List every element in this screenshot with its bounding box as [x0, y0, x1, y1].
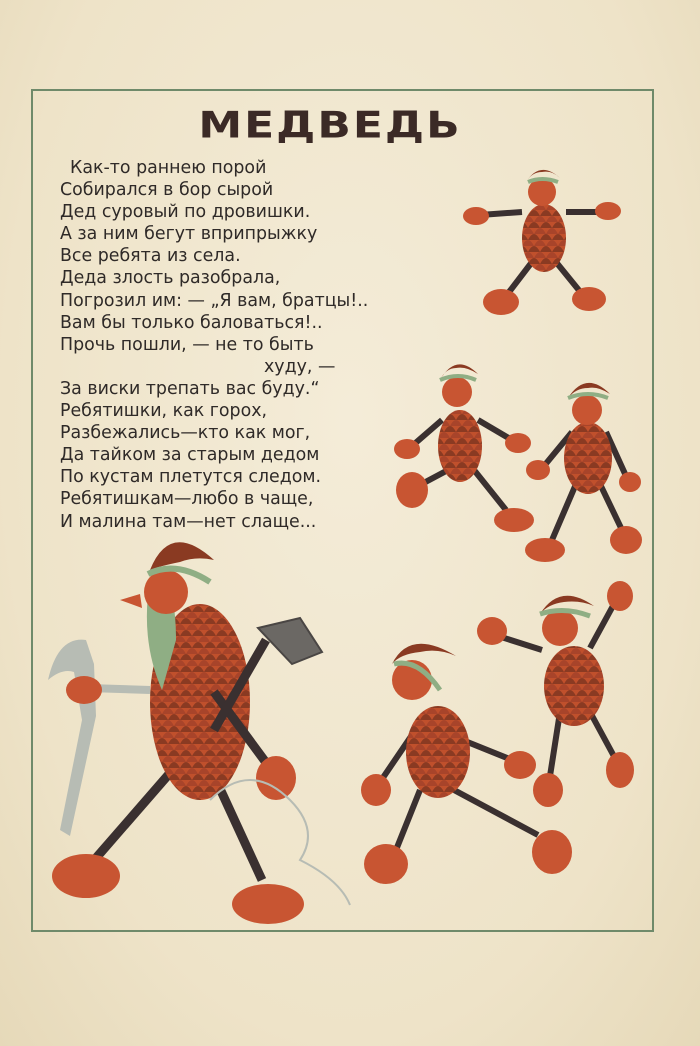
poem-line: Прочь пошли, — не то быть [60, 334, 314, 355]
poem-line: Погрозил им: — „Я вам, братцы!.. [60, 290, 369, 311]
poem-line: Все ребята из села. [60, 246, 241, 267]
poem-line: Деда злость разобрала, [60, 268, 281, 289]
pinecone-child-figure [525, 383, 642, 562]
poem-line: Вам бы только баловаться!.. [60, 312, 323, 333]
pinecone-child-figure [477, 581, 634, 807]
poem-line: И малина там—нет слаще... [60, 511, 317, 532]
poem-line: А за ним бегут вприпрыжку [60, 224, 318, 245]
poem-line: За виски трепать вас буду.“ [60, 378, 320, 399]
poem-line: Как-то раннею порой [70, 158, 267, 178]
pinecone-child-figure [361, 644, 572, 884]
poem-line: Разбежались—кто как мог, [60, 423, 311, 444]
poem-line: Ребятишкам—любо в чаще, [60, 489, 314, 510]
poem-title: МЕДВЕДЬ [198, 104, 462, 147]
pinecone-child-figure [394, 364, 534, 532]
poem-line: Ребятишки, как горох, [60, 401, 268, 422]
poem-line: По кустам плетутся следом. [60, 467, 322, 488]
pinecone-old-man-with-axe-figure [48, 542, 350, 924]
poem-line: Собирался в бор сырой [60, 180, 274, 201]
poem-line: худу, — [264, 356, 336, 377]
poem-line: Да тайком за старым дедом [60, 445, 320, 466]
pinecone-child-figure [463, 170, 621, 315]
poem-line: Дед суровый по дровишки. [60, 202, 311, 223]
